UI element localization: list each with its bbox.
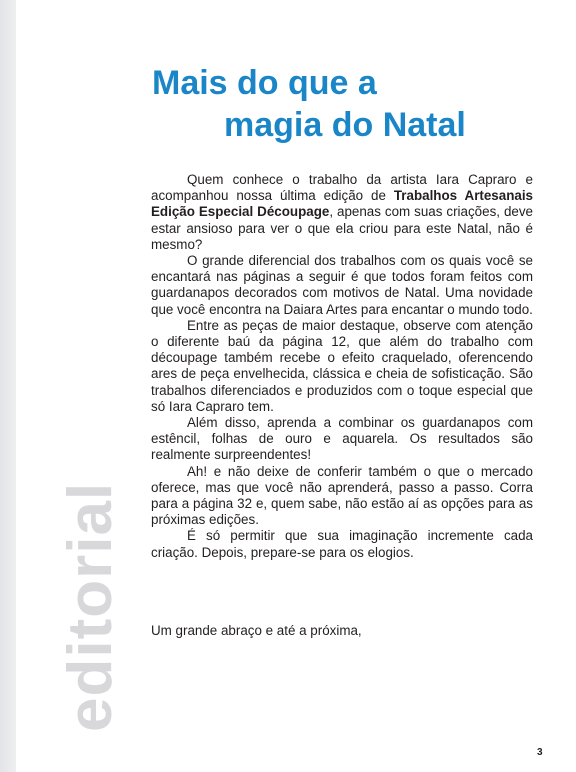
closing-line: Um grande abraço e até a próxima, <box>151 623 362 638</box>
paragraph-6: É só permitir que sua imaginação incremente cada criação. Depois, prepare-se para os elogios. <box>151 528 533 560</box>
paragraph-5: Ah! e não deixe de conferir também o que o mercado oferece, mas que você não aprenderá, passo a passo. Corra para a página 32 e, quem sabe, não estão aí as opções para as próximas edições. <box>151 463 533 528</box>
section-label-vertical: editorial <box>56 481 125 732</box>
paragraph-2: O grande diferencial dos trabalhos com os quais você se encantará nas páginas a seguir é que todos foram feitos com guardanapos decorados com motivos de Natal. Uma novidade que você encontra na Daiara Artes para encantar o mundo todo. <box>151 253 533 317</box>
paragraph-1 <box>151 172 533 253</box>
magazine-title-bold: Trabalhos Artesanais Edição Especial Découpage <box>151 188 533 220</box>
editorial-body <box>151 172 533 561</box>
title-line-2: magia do Natal <box>224 106 466 144</box>
side-strip <box>0 0 16 772</box>
paragraph-1-text-a: Quem conhece o trabalho da artista Iara Capraro e acompanhou nossa última edição de <box>151 172 533 204</box>
page-title <box>152 62 466 146</box>
page-number: 3 <box>537 747 543 758</box>
paragraph-3: Entre as peças de maior destaque, observe com atenção o diferente baú da página 12, que além do trabalho com découpage também recebe o efeito craquelado, oferencendo ares de peça envelhecida, clássica e cheia de sofisticação. São trabalhos diferenciados e produzidos com o toque especial que só Iara Capraro tem. <box>151 317 533 414</box>
paragraph-4: Além disso, aprenda a combinar os guardanapos com estêncil, folhas de ouro e aquarela. Os resultados são realmente surpreendentes! <box>151 415 533 463</box>
title-line-1: Mais do que a <box>152 64 377 102</box>
paragraph-1-text-b: , apenas com suas criações, deve estar ansioso para ver o que ela criou para este Natal, não é mesmo? <box>151 204 533 252</box>
